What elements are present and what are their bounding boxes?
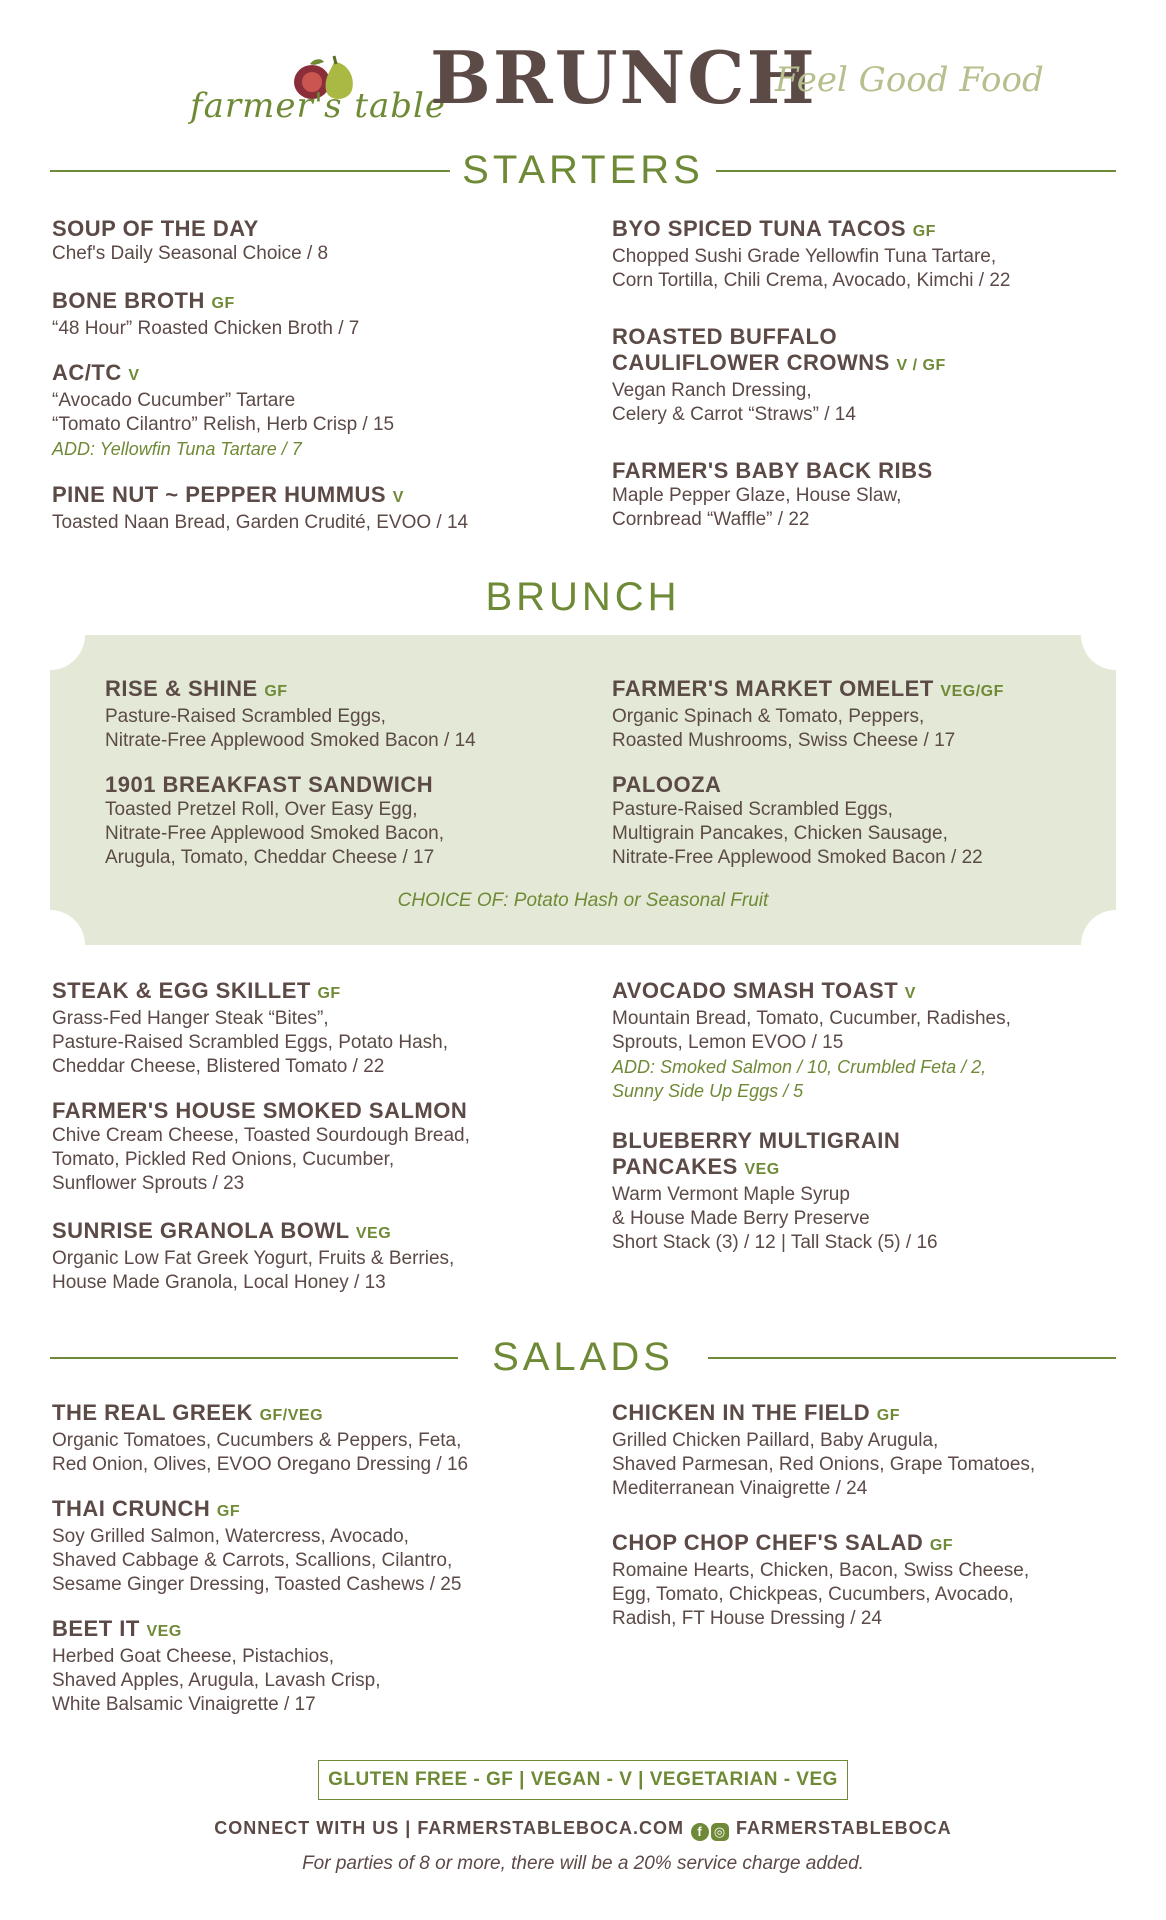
- item-desc: Red Onion, Olives, EVOO Oregano Dressing / 16: [52, 1454, 469, 1475]
- menu-item-soup-of-the-day: [52, 216, 552, 266]
- farmers-table-logo: [190, 52, 447, 132]
- item-desc: “Avocado Cucumber” Tartare: [52, 390, 296, 411]
- item-desc: House Made Granola, Local Honey / 13: [52, 1272, 386, 1293]
- item-desc: “Tomato Cilantro” Relish, Herb Crisp / 15: [52, 414, 395, 435]
- diet-tag: GF: [929, 1537, 954, 1554]
- item-desc: Pasture-Raised Scrambled Eggs,: [105, 706, 386, 727]
- item-name: ROASTED BUFFALO: [612, 324, 838, 349]
- item-name: STEAK & EGG SKILLET: [52, 978, 311, 1003]
- menu-item-real-greek: [52, 1400, 572, 1477]
- item-desc: White Balsamic Vinaigrette / 17: [52, 1694, 316, 1715]
- menu-item-chop-chop-salad: [612, 1530, 1132, 1631]
- item-add-on: ADD: Yellowfin Tuna Tartare / 7: [52, 439, 302, 459]
- item-name: PALOOZA: [612, 772, 722, 797]
- item-name: SOUP OF THE DAY: [52, 216, 259, 241]
- menu-item-byo-tuna-tacos: [612, 216, 1132, 293]
- item-name: THE REAL GREEK: [52, 1400, 253, 1425]
- item-desc: Egg, Tomato, Chickpeas, Cucumbers, Avocado,: [612, 1584, 1014, 1605]
- section-title: STARTERS: [462, 148, 704, 192]
- menu-item-beet-it: [52, 1616, 572, 1717]
- section-starters: [50, 145, 1116, 195]
- item-desc: Nitrate-Free Applewood Smoked Bacon,: [105, 823, 445, 844]
- item-desc: Mountain Bread, Tomato, Cucumber, Radishes,: [612, 1008, 1011, 1029]
- item-desc: Pasture-Raised Scrambled Eggs, Potato Hash,: [52, 1032, 449, 1053]
- menu-item-avocado-toast: [612, 978, 1132, 1103]
- item-desc: Organic Low Fat Greek Yogurt, Fruits & Berries,: [52, 1248, 455, 1269]
- item-desc: Organic Spinach & Tomato, Peppers,: [612, 706, 925, 727]
- item-desc: Maple Pepper Glaze, House Slaw,: [612, 485, 902, 506]
- item-name: CHOP CHOP CHEF'S SALAD: [612, 1530, 924, 1555]
- item-name: THAI CRUNCH: [52, 1496, 211, 1521]
- item-desc: Grilled Chicken Paillard, Baby Arugula,: [612, 1430, 939, 1451]
- menu-item-ac-tc: [52, 360, 552, 461]
- menu-item-breakfast-sandwich: [105, 772, 605, 870]
- section-title: BRUNCH: [485, 575, 681, 619]
- item-desc: Multigrain Pancakes, Chicken Sausage,: [612, 823, 948, 844]
- menu-item-bone-broth: [52, 288, 552, 341]
- social-handle[interactable]: FARMERSTABLEBOCA: [736, 1818, 952, 1838]
- item-desc: “48 Hour” Roasted Chicken Broth / 7: [52, 318, 360, 339]
- item-desc: Herbed Goat Cheese, Pistachios,: [52, 1646, 334, 1667]
- menu-item-smoked-salmon: [52, 1098, 572, 1196]
- brunch-choice-note: CHOICE OF: Potato Hash or Seasonal Fruit: [397, 890, 769, 911]
- item-name: CAULIFLOWER CROWNS: [612, 350, 890, 375]
- item-desc: Pasture-Raised Scrambled Eggs,: [612, 799, 893, 820]
- item-desc: Toasted Naan Bread, Garden Crudité, EVOO / 14: [52, 512, 469, 533]
- logo-text: farmer's table: [190, 86, 447, 126]
- item-desc: Vegan Ranch Dressing,: [612, 380, 812, 401]
- connect-line: [0, 1818, 1166, 1841]
- menu-item-buffalo-cauliflower: [612, 324, 1112, 427]
- facebook-icon[interactable]: f: [691, 1823, 709, 1841]
- item-desc: Toasted Pretzel Roll, Over Easy Egg,: [105, 799, 418, 820]
- item-desc: Shaved Apples, Arugula, Lavash Crisp,: [52, 1670, 381, 1691]
- menu-item-baby-back-ribs: [612, 458, 1112, 532]
- menu-header: [0, 0, 1166, 140]
- item-desc: Corn Tortilla, Chili Crema, Avocado, Kimchi / 22: [612, 270, 1011, 291]
- item-desc: Romaine Hearts, Chicken, Bacon, Swiss Cheese,: [612, 1560, 1030, 1581]
- diet-tag: GF: [264, 683, 288, 700]
- item-name: PINE NUT ~ PEPPER HUMMUS: [52, 482, 387, 507]
- item-name: AC/TC: [52, 360, 122, 385]
- item-desc: Tomato, Pickled Red Onions, Cucumber,: [52, 1149, 395, 1170]
- item-name: AVOCADO SMASH TOAST: [612, 978, 899, 1003]
- item-desc: Chopped Sushi Grade Yellowfin Tuna Tartare,: [612, 246, 997, 267]
- diet-tag: GF: [211, 295, 235, 312]
- item-desc: Chef's Daily Seasonal Choice / 8: [52, 243, 329, 264]
- diet-tag: GF/VEG: [259, 1407, 324, 1424]
- diet-tag: V: [904, 985, 916, 1002]
- diet-tag: VEG: [744, 1161, 780, 1178]
- diet-tag: V / GF: [896, 357, 946, 374]
- item-desc: Grass-Fed Hanger Steak “Bites”,: [52, 1008, 329, 1029]
- item-name: FARMER'S BABY BACK RIBS: [612, 458, 933, 483]
- section-brunch: [50, 572, 1116, 622]
- diet-tag: GF: [216, 1503, 241, 1520]
- diet-tag: V: [128, 367, 140, 384]
- menu-item-steak-egg-skillet: [52, 978, 552, 1079]
- item-desc: Nitrate-Free Applewood Smoked Bacon / 14: [105, 730, 476, 751]
- item-name: BEET IT: [52, 1616, 140, 1641]
- item-name: 1901 BREAKFAST SANDWICH: [105, 772, 434, 797]
- item-desc: Radish, FT House Dressing / 24: [612, 1608, 882, 1629]
- item-desc: Warm Vermont Maple Syrup: [612, 1184, 850, 1205]
- menu-item-pine-nut-hummus: [52, 482, 552, 535]
- item-name: BYO SPICED TUNA TACOS: [612, 216, 907, 241]
- item-name: CHICKEN IN THE FIELD: [612, 1400, 871, 1425]
- item-desc: Mediterranean Vinaigrette / 24: [612, 1478, 868, 1499]
- section-salads: [50, 1332, 1116, 1382]
- page-title: BRUNCH: [430, 35, 817, 120]
- item-desc: Sprouts, Lemon EVOO / 15: [612, 1032, 844, 1053]
- diet-tag: GF: [317, 985, 341, 1002]
- menu-item-market-omelet: [612, 676, 1112, 753]
- diet-tag: VEG: [355, 1225, 392, 1242]
- instagram-icon[interactable]: ◎: [711, 1823, 729, 1841]
- section-title: SALADS: [492, 1335, 674, 1379]
- menu-item-thai-crunch: [52, 1496, 572, 1597]
- item-name: RISE & SHINE: [105, 676, 258, 701]
- item-desc: Shaved Parmesan, Red Onions, Grape Tomatoes,: [612, 1454, 1036, 1475]
- menu-item-palooza: [612, 772, 1112, 870]
- item-name: BONE BROTH: [52, 288, 205, 313]
- service-charge-note: For parties of 8 or more, there will be a 20% service charge added.: [302, 1853, 864, 1874]
- menu-item-granola-bowl: [52, 1218, 572, 1295]
- item-desc: Sunflower Sprouts / 23: [52, 1173, 245, 1194]
- item-desc: Cornbread “Waffle” / 22: [612, 509, 810, 530]
- item-desc: Roasted Mushrooms, Swiss Cheese / 17: [612, 730, 956, 751]
- item-desc: Nitrate-Free Applewood Smoked Bacon / 22: [612, 847, 983, 868]
- tagline: Feel Good Food: [775, 60, 1044, 100]
- menu-item-multigrain-pancakes: [612, 1128, 1132, 1255]
- item-add-on: Sunny Side Up Eggs / 5: [612, 1081, 804, 1101]
- item-name: SUNRISE GRANOLA BOWL: [52, 1218, 350, 1243]
- item-name: FARMER'S HOUSE SMOKED SALMON: [52, 1098, 468, 1123]
- diet-legend: GLUTEN FREE - GF | VEGAN - V | VEGETARIAN - VEG: [318, 1760, 848, 1800]
- item-desc: Arugula, Tomato, Cheddar Cheese / 17: [105, 847, 435, 868]
- connect-text: CONNECT WITH US | FARMERSTABLEBOCA.COM: [214, 1818, 684, 1838]
- diet-tag: GF: [876, 1407, 900, 1424]
- item-desc: Soy Grilled Salmon, Watercress, Avocado,: [52, 1526, 409, 1547]
- item-name: PANCAKES: [612, 1154, 738, 1179]
- item-desc: Cheddar Cheese, Blistered Tomato / 22: [52, 1056, 385, 1077]
- item-desc: Celery & Carrot “Straws” / 14: [612, 404, 856, 425]
- item-desc: Chive Cream Cheese, Toasted Sourdough Bread,: [52, 1125, 470, 1146]
- item-name: BLUEBERRY MULTIGRAIN: [612, 1128, 901, 1153]
- item-desc: Short Stack (3) / 12 | Tall Stack (5) / 16: [612, 1232, 938, 1253]
- item-desc: Organic Tomatoes, Cucumbers & Peppers, Feta,: [52, 1430, 462, 1451]
- item-add-on: ADD: Smoked Salmon / 10, Crumbled Feta / 2,: [612, 1057, 987, 1077]
- item-name: FARMER'S MARKET OMELET: [612, 676, 934, 701]
- diet-tag: VEG/GF: [940, 683, 1004, 700]
- diet-tag: V: [392, 489, 404, 506]
- item-desc: Sesame Ginger Dressing, Toasted Cashews / 25: [52, 1574, 462, 1595]
- diet-tag: GF: [912, 223, 936, 240]
- diet-tag: VEG: [146, 1623, 182, 1640]
- item-desc: & House Made Berry Preserve: [612, 1208, 870, 1229]
- item-desc: Shaved Cabbage & Carrots, Scallions, Cilantro,: [52, 1550, 453, 1571]
- menu-item-chicken-in-the-field: [612, 1400, 1132, 1501]
- menu-item-rise-and-shine: [105, 676, 605, 753]
